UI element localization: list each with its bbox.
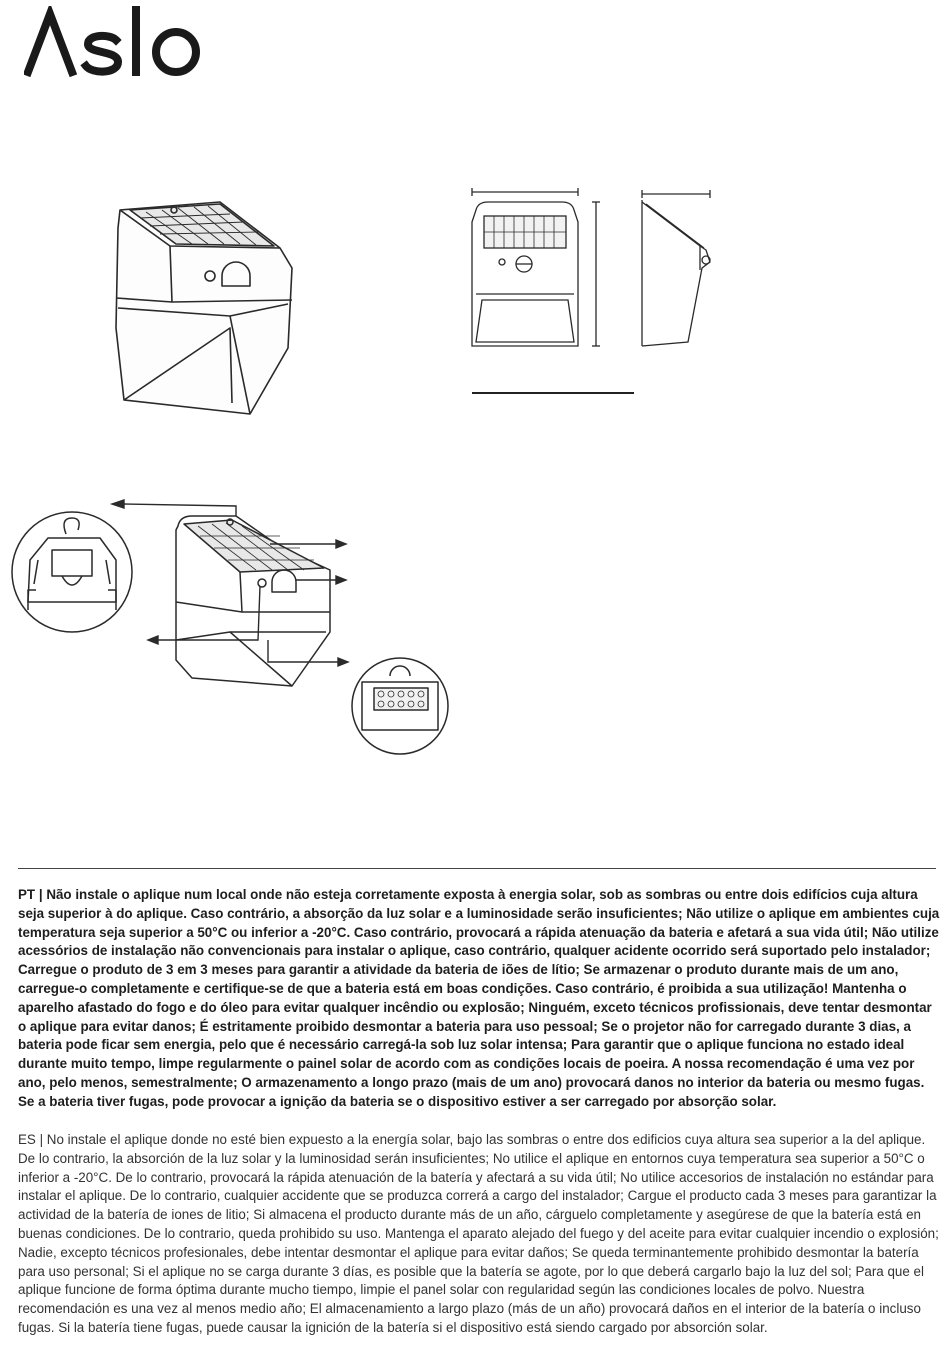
instructions-pt-text: Não instale o aplique num local onde não esteja corretamente exposta à energia solar, sob as sombras ou entre dois edifícios cuja altura seja superior à do aplique. Caso contrário, a absorção da luz solar e a luminosidade serão insuficientes; Não utilize o aplique em ambientes cuja temperatura seja superior a 50°C ou inferior a -20°C. Caso contrário, provocará a rápida atenuação da bateria e afetará a sua vida útil; Não utilize acessórios de instalação não convencionais para instalar o aplique, caso contrário, qualquer acidente ocorrido será suportado pelo instalador; Carregue o produto de 3 em 3 meses para garantir a atividade da bateria de iões de lítio; Se armazenar o produto durante mais de um ano, carregue-o completamente e certifique-se de que a bateria está em boas condições. Caso contrário, é proibida a sua utilização! Mantenha o aparelho afastado do fogo e do óleo para evitar qualquer incêndio ou explosão; Ninguém, exceto técnicos profissionais, deve tentar desmontar o aplique para evitar danos; É estritamente proibido desmontar a bateria para uso pessoal; Se o projetor não for carregado durante 3 dias, a bateria pode ficar sem energia, pelo que é necessário carregá-la sob luz solar intensa; Para garantir que o aplique funciona no estado ideal durante muito tempo, limpe regularmente o painel solar de acordo com as condições locais de poeira. A nossa recomendação é uma vez por ano, pelo menos, semestralmente; O armazenamento a longo prazo (mais de um ano) provocará danos no interior da bateria ou mesmo fugas. Se a bateria tiver fugas, pode provocar a ignição da bateria se o dispositivo estiver a ser carregado por absorção solar. [18,887,940,1109]
side-view-drawing [630,182,720,352]
instructions-es [18,1131,940,1338]
section-divider [18,868,936,869]
parts-diagram [0,490,470,770]
dimension-underline [472,392,634,394]
instructions-pt [18,886,940,1112]
lang-code-es: ES | [18,1132,47,1147]
front-view-drawing [462,182,612,358]
hero-lamp-illustration [100,188,310,428]
aslo-logo [24,6,214,78]
lang-code-pt: PT | [18,887,47,902]
instructions-es-text: No instale el aplique donde no esté bien expuesto a la energía solar, bajo las sombras o entre dos edificios cuya altura sea superior a la del aplique. De lo contrario, la absorción de la luz solar y la luminosidad serán insuficientes; No utilice el aplique en entornos cuya temperatura sea superior a 50°C o inferior a -20°C. De lo contrario, provocará la rápida atenuación de la batería y afectará a su vida útil; No utilice accesorios de instalación no estándar para instalar el aplique. De lo contrario, cualquier accidente que se produzca correrá a cargo del instalador; Cargue el producto cada 3 meses para garantizar la actividad de la batería de iones de litio; Si almacena el producto durante más de un año, cárguelo completamente y asegúrese de que la batería está en buenas condiciones. De lo contrario, queda prohibido su uso. Mantenga el aparato alejado del fuego y del aceite para evitar cualquier incendio o explosión; Nadie, excepto técnicos profesionales, debe intentar desmontar el aplique para evitar daños; Se queda terminantemente prohibido desmontar la batería para uso personal; Si el aplique no se carga durante 3 días, es posible que la batería se agote, por lo que deberá cargarlo bajo la luz del sol; Para que el aplique funcione de forma óptima durante mucho tiempo, limpie el panel solar con regularidad según las condiciones locales de polvo. Nuestra recomendación es una vez al menos medio año; El almacenamiento a largo plazo (más de un año) provocará daños en el interior de la batería o incluso fugas. Si la batería tiene fugas, puede causar la ignición de la batería si el dispositivo está siendo cargado por absorción solar. [18,1132,939,1335]
